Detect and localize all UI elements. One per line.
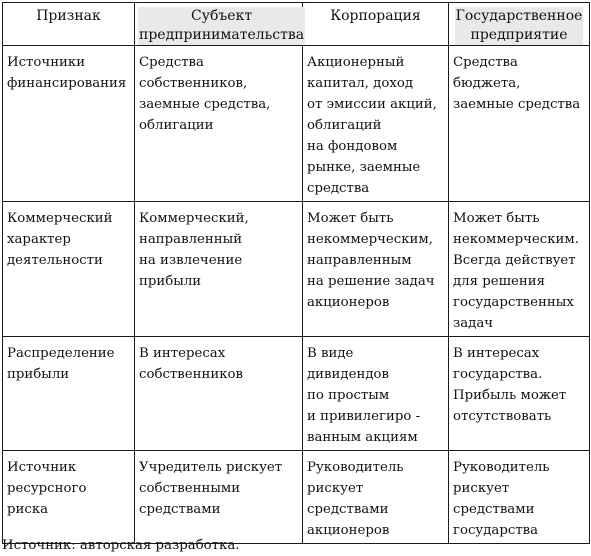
table-row [3, 46, 590, 202]
column-header-entrepreneur-label: Субъект предпринимательства [139, 8, 305, 43]
table-cell: Руководитель рискует средствами государства [449, 451, 590, 544]
comparison-table [2, 2, 590, 544]
table-cell: Средства бюджета, заемные средства [449, 46, 590, 202]
table-header-row [3, 3, 590, 46]
table-cell: Средства собственников, заемные средства, облигации [135, 46, 303, 202]
table-row [3, 451, 590, 544]
table-cell: В интересах государства. Прибыль может отсутствовать [449, 337, 590, 451]
table-cell: Источники финансирования [3, 46, 135, 202]
table-cell: Коммерческий характер деятельности [3, 202, 135, 337]
source-note: Источник: авторская разработка. [2, 538, 240, 553]
table-cell: В виде дивидендов по простым и привилегиро - ванным акциям [303, 337, 449, 451]
column-header-entrepreneur [135, 3, 303, 46]
table-row [3, 202, 590, 337]
table-row [3, 337, 590, 451]
table-cell: Учредитель рискует собственными средствами [135, 451, 303, 544]
column-header-state-enterprise-label: Государственное предприятие [455, 8, 583, 43]
table-cell: Может быть некоммерческим. Всегда действует для решения государственных задач [449, 202, 590, 337]
table-cell: Источник ресурсного риска [3, 451, 135, 544]
table-cell: В интересах собственников [135, 337, 303, 451]
table-cell: Акционерный капитал, доход от эмиссии акций, облигаций на фондовом рынке, заемные средства [303, 46, 449, 202]
column-header-corporation: Корпорация [303, 3, 449, 46]
table-cell: Может быть некоммерческим, направленным на решение задач акционеров [303, 202, 449, 337]
column-header-state-enterprise [449, 3, 590, 46]
table-cell: Руководитель рискует средствами акционеров [303, 451, 449, 544]
column-header-feature: Признак [3, 3, 135, 46]
table-cell: Коммерческий, направленный на извлечение прибыли [135, 202, 303, 337]
table-cell: Распределение прибыли [3, 337, 135, 451]
